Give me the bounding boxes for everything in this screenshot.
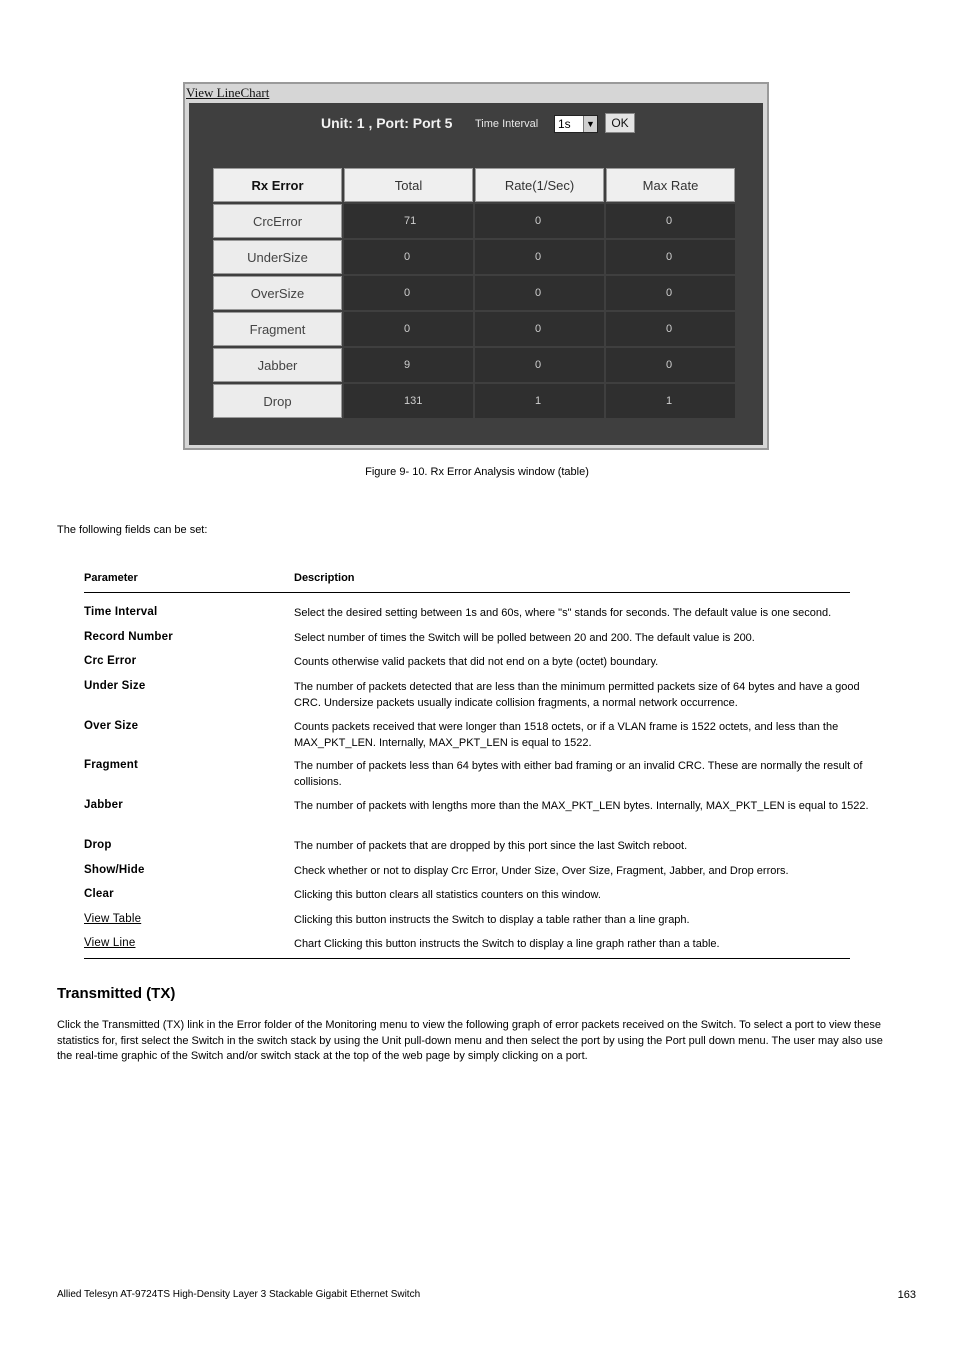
param-name: Under Size xyxy=(84,680,146,692)
rate-cell: 0 xyxy=(475,204,604,238)
time-interval-label: Time Interval xyxy=(475,118,539,130)
table-row xyxy=(213,348,735,382)
total-cell: 71 xyxy=(344,204,473,238)
param-description: Select number of times the Switch will be polled between 20 and 200. The default value is 200. xyxy=(294,632,755,644)
rate-cell: 1 xyxy=(475,384,604,418)
max-rate-cell: 0 xyxy=(606,312,735,346)
param-name: Fragment xyxy=(84,759,138,771)
unit-port-title: Unit: 1 , Port: Port 5 xyxy=(321,115,453,131)
window-title[interactable]: View LineChart xyxy=(186,85,270,100)
chevron-down-icon[interactable]: ▼ xyxy=(583,116,597,132)
col-header-total: Total xyxy=(344,168,473,202)
row-label: CrcError xyxy=(213,204,342,238)
param-description: Counts otherwise valid packets that did not end on a byte (octet) boundary. xyxy=(294,656,659,668)
param-description: Clicking this button clears all statistics counters on this window. xyxy=(294,889,601,901)
section-paragraph: Click the Transmitted (TX) link in the Error folder of the Monitoring menu to view the following graph of error packets received on the Switch. To select a port to view these statistics for, first select the Switch in the switch stack by using the Unit pull-down menu and then select the port by using the Port pull down menu. The user may also use the real-time graphic of the Switch and/or switch stack at the top of the web page by simply clicking on a port. xyxy=(57,1019,883,1062)
max-rate-cell: 0 xyxy=(606,348,735,382)
total-cell: 0 xyxy=(344,240,473,274)
time-interval-select[interactable] xyxy=(554,115,598,133)
table-row xyxy=(213,276,735,310)
param-description: Chart Clicking this button instructs the Switch to display a line graph rather than a table. xyxy=(294,938,720,950)
param-name: Jabber xyxy=(84,799,123,811)
param-name: Clear xyxy=(84,888,114,900)
view-linechart-window xyxy=(183,82,769,450)
table-row xyxy=(213,384,735,418)
parameter-table-header xyxy=(84,572,850,593)
page-number: 163 xyxy=(897,1289,916,1301)
param-name: Show/Hide xyxy=(84,864,145,876)
param-name: Drop xyxy=(84,839,112,851)
intro-text: The following fields can be set: xyxy=(57,524,208,536)
time-interval-value: 1s xyxy=(558,117,571,131)
total-cell: 0 xyxy=(344,276,473,310)
param-description: Clicking this button instructs the Switch to display a table rather than a line graph. xyxy=(294,914,690,926)
total-cell: 0 xyxy=(344,312,473,346)
param-description: The number of packets with lengths more than the MAX_PKT_LEN bytes. Internally, MAX_PKT_LEN is equal to 1522. xyxy=(294,800,869,812)
param-name: Time Interval xyxy=(84,606,158,618)
row-label: OverSize xyxy=(213,276,342,310)
table-header-row xyxy=(213,168,735,202)
view-line-link[interactable]: View Line xyxy=(84,937,136,949)
view-table-link[interactable]: View Table xyxy=(84,913,142,925)
row-label: Drop xyxy=(213,384,342,418)
param-description: The number of packets detected that are less than the minimum permitted packets size of 64 bytes and have a good CRC. Undersize packets usually indicate collision fragments, a normal network occurrence. xyxy=(294,681,860,709)
max-rate-cell: 0 xyxy=(606,276,735,310)
window-content xyxy=(189,103,763,445)
col-header-rate: Rate(1/Sec) xyxy=(475,168,604,202)
table-row xyxy=(213,240,735,274)
table-row xyxy=(213,204,735,238)
param-name: Crc Error xyxy=(84,655,137,667)
rate-cell: 0 xyxy=(475,276,604,310)
table-bottom-rule xyxy=(84,958,850,959)
max-rate-cell: 0 xyxy=(606,240,735,274)
param-description: The number of packets less than 64 bytes with either bad framing or an invalid CRC. These are normally the result of collisions. xyxy=(294,760,863,788)
rx-error-table xyxy=(211,166,737,420)
row-label: UnderSize xyxy=(213,240,342,274)
param-name: Over Size xyxy=(84,720,139,732)
param-description: Counts packets received that were longer than 1518 octets, or if a VLAN frame is 1522 octets, and less than the MAX_PKT_LEN. Internally, MAX_PKT_LEN is equal to 1522. xyxy=(294,721,839,749)
figure-caption: Figure 9- 10. Rx Error Analysis window (table) xyxy=(365,466,589,478)
param-description: The number of packets that are dropped by this port since the last Switch reboot. xyxy=(294,840,688,852)
param-name: Record Number xyxy=(84,631,173,643)
col-header-max-rate: Max Rate xyxy=(606,168,735,202)
rate-cell: 0 xyxy=(475,348,604,382)
max-rate-cell: 0 xyxy=(606,204,735,238)
rate-cell: 0 xyxy=(475,312,604,346)
param-description: Select the desired setting between 1s and 60s, where "s" stands for seconds. The default value is one second. xyxy=(294,607,832,619)
row-label: Jabber xyxy=(213,348,342,382)
header-parameter: Parameter xyxy=(84,572,138,584)
rate-cell: 0 xyxy=(475,240,604,274)
ok-button[interactable]: OK xyxy=(605,113,635,133)
col-header-rx-error: Rx Error xyxy=(213,168,342,202)
footer-product: Allied Telesyn AT-9724TS High-Density Layer 3 Stackable Gigabit Ethernet Switch xyxy=(57,1289,421,1300)
table-row xyxy=(213,312,735,346)
section-heading: Transmitted (TX) xyxy=(57,985,176,1002)
total-cell: 9 xyxy=(344,348,473,382)
max-rate-cell: 1 xyxy=(606,384,735,418)
header-description: Description xyxy=(294,572,355,584)
row-label: Fragment xyxy=(213,312,342,346)
param-description: Check whether or not to display Crc Error, Under Size, Over Size, Fragment, Jabber, and Drop errors. xyxy=(294,865,789,877)
total-cell: 131 xyxy=(344,384,473,418)
